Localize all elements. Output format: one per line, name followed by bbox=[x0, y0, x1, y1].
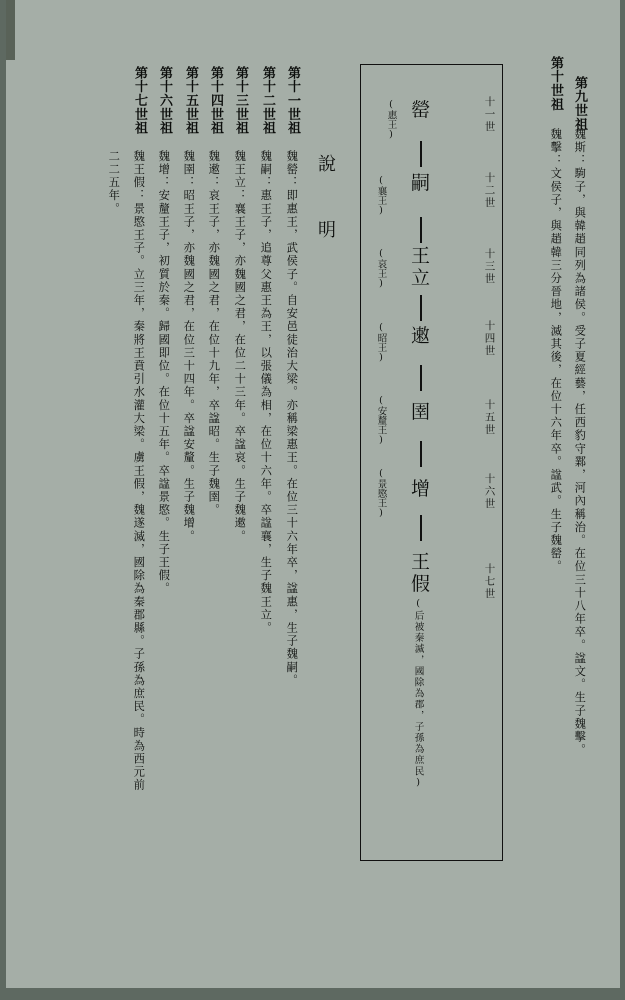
entry-10th-ancestor: 魏擊：文侯子，與趙韓三分晉地，滅其後，在位十六年卒。諡武。生子魏罃。 bbox=[549, 128, 563, 574]
heading-12th-ancestor: 第十二世祖 bbox=[260, 66, 275, 135]
lineage-name: 假 bbox=[411, 573, 431, 595]
generation-label: 十五世 bbox=[483, 399, 496, 437]
generation-label: 十三世 bbox=[483, 248, 496, 286]
lineage-connector bbox=[420, 441, 422, 467]
lineage-connector bbox=[420, 141, 422, 167]
heading-14th-ancestor: 第十四世祖 bbox=[208, 66, 223, 135]
entry-12th-ancestor: 魏嗣：惠王子，追尊父惠王為王，以張儀為相，在位十六年。卒諡襄，生子魏王立。 bbox=[259, 150, 273, 635]
lineage-chart-box bbox=[360, 64, 503, 861]
entry-17th-ancestor: 魏王假：景愍王子。立三年，秦將王賁引水灌大梁。虜王假，魏遂滅，國除為秦郡縣。子孫為庶民。時為西元前 bbox=[132, 150, 146, 792]
entry-9th-ancestor: 魏斯：駒子，與韓趙同列為諸侯。受子夏經藝，任西豹守鄴，河內稱治。在位三十八年卒。諡文。生子魏擊。 bbox=[573, 128, 587, 757]
posthumous-title: (哀王) bbox=[375, 248, 387, 289]
heading-13th-ancestor: 第十三世祖 bbox=[233, 66, 248, 135]
posthumous-title: (安釐王) bbox=[375, 395, 387, 446]
notes-heading-char: 明 bbox=[318, 220, 336, 241]
heading-15th-ancestor: 第十五世祖 bbox=[183, 66, 198, 135]
lineage-name: 立 bbox=[411, 267, 431, 289]
lineage-name: 王 bbox=[411, 245, 431, 267]
generation-label: 十二世 bbox=[483, 172, 496, 210]
notes-heading-char: 說 bbox=[318, 154, 336, 175]
posthumous-title: (景愍王) bbox=[375, 468, 387, 519]
lineage-note: (后被秦滅，國除為郡，子孫為庶民) bbox=[412, 598, 424, 790]
entry-13th-ancestor: 魏王立：襄王子，亦魏國之君，在位二十三年。卒諡哀。生子魏遫。 bbox=[233, 150, 247, 543]
generation-label: 十六世 bbox=[483, 473, 496, 511]
entry-14th-ancestor: 魏遫：哀王子，亦魏國之君，在位十九年，卒諡昭。生子魏圉。 bbox=[207, 150, 221, 517]
lineage-name: 增 bbox=[411, 478, 431, 500]
lineage-name: 圉 bbox=[411, 401, 431, 423]
lineage-name: 遫 bbox=[411, 325, 431, 347]
entry-11th-ancestor: 魏罃：即惠王，武侯子。自安邑徒治大梁。亦稱梁惠王。在位三十六年卒，諡惠，生子魏嗣。 bbox=[285, 150, 299, 688]
generation-label: 十一世 bbox=[483, 96, 496, 134]
lineage-connector bbox=[420, 515, 422, 541]
heading-16th-ancestor: 第十六世祖 bbox=[157, 66, 172, 135]
entry-16th-ancestor: 魏增：安釐王子，初質於秦。歸國即位。在位十五年。卒諡景愍。生子王假。 bbox=[157, 150, 171, 596]
lineage-name: 嗣 bbox=[411, 172, 431, 194]
generation-label: 十四世 bbox=[483, 320, 496, 358]
entry-17th-ancestor-continued: 二二五年。 bbox=[107, 150, 121, 216]
lineage-name: 罃 bbox=[411, 99, 431, 121]
lineage-name: 王 bbox=[411, 551, 431, 573]
heading-11th-ancestor: 第十一世祖 bbox=[285, 66, 300, 135]
posthumous-title: (襄王) bbox=[375, 175, 387, 216]
heading-9th-ancestor: 第九世祖 bbox=[572, 76, 587, 132]
lineage-connector bbox=[420, 295, 422, 321]
posthumous-title: (惠王) bbox=[385, 99, 397, 140]
entry-15th-ancestor: 魏圉：昭王子，亦魏國之君，在位三十四年。卒諡安釐。生子魏增。 bbox=[182, 150, 196, 543]
lineage-connector bbox=[420, 217, 422, 243]
lineage-connector bbox=[420, 365, 422, 391]
heading-17th-ancestor: 第十七世祖 bbox=[132, 66, 147, 135]
heading-10th-ancestor: 第十世祖 bbox=[548, 56, 563, 112]
book-page bbox=[6, 0, 620, 988]
generation-label: 十七世 bbox=[483, 563, 496, 601]
posthumous-title: (昭王) bbox=[375, 322, 387, 363]
